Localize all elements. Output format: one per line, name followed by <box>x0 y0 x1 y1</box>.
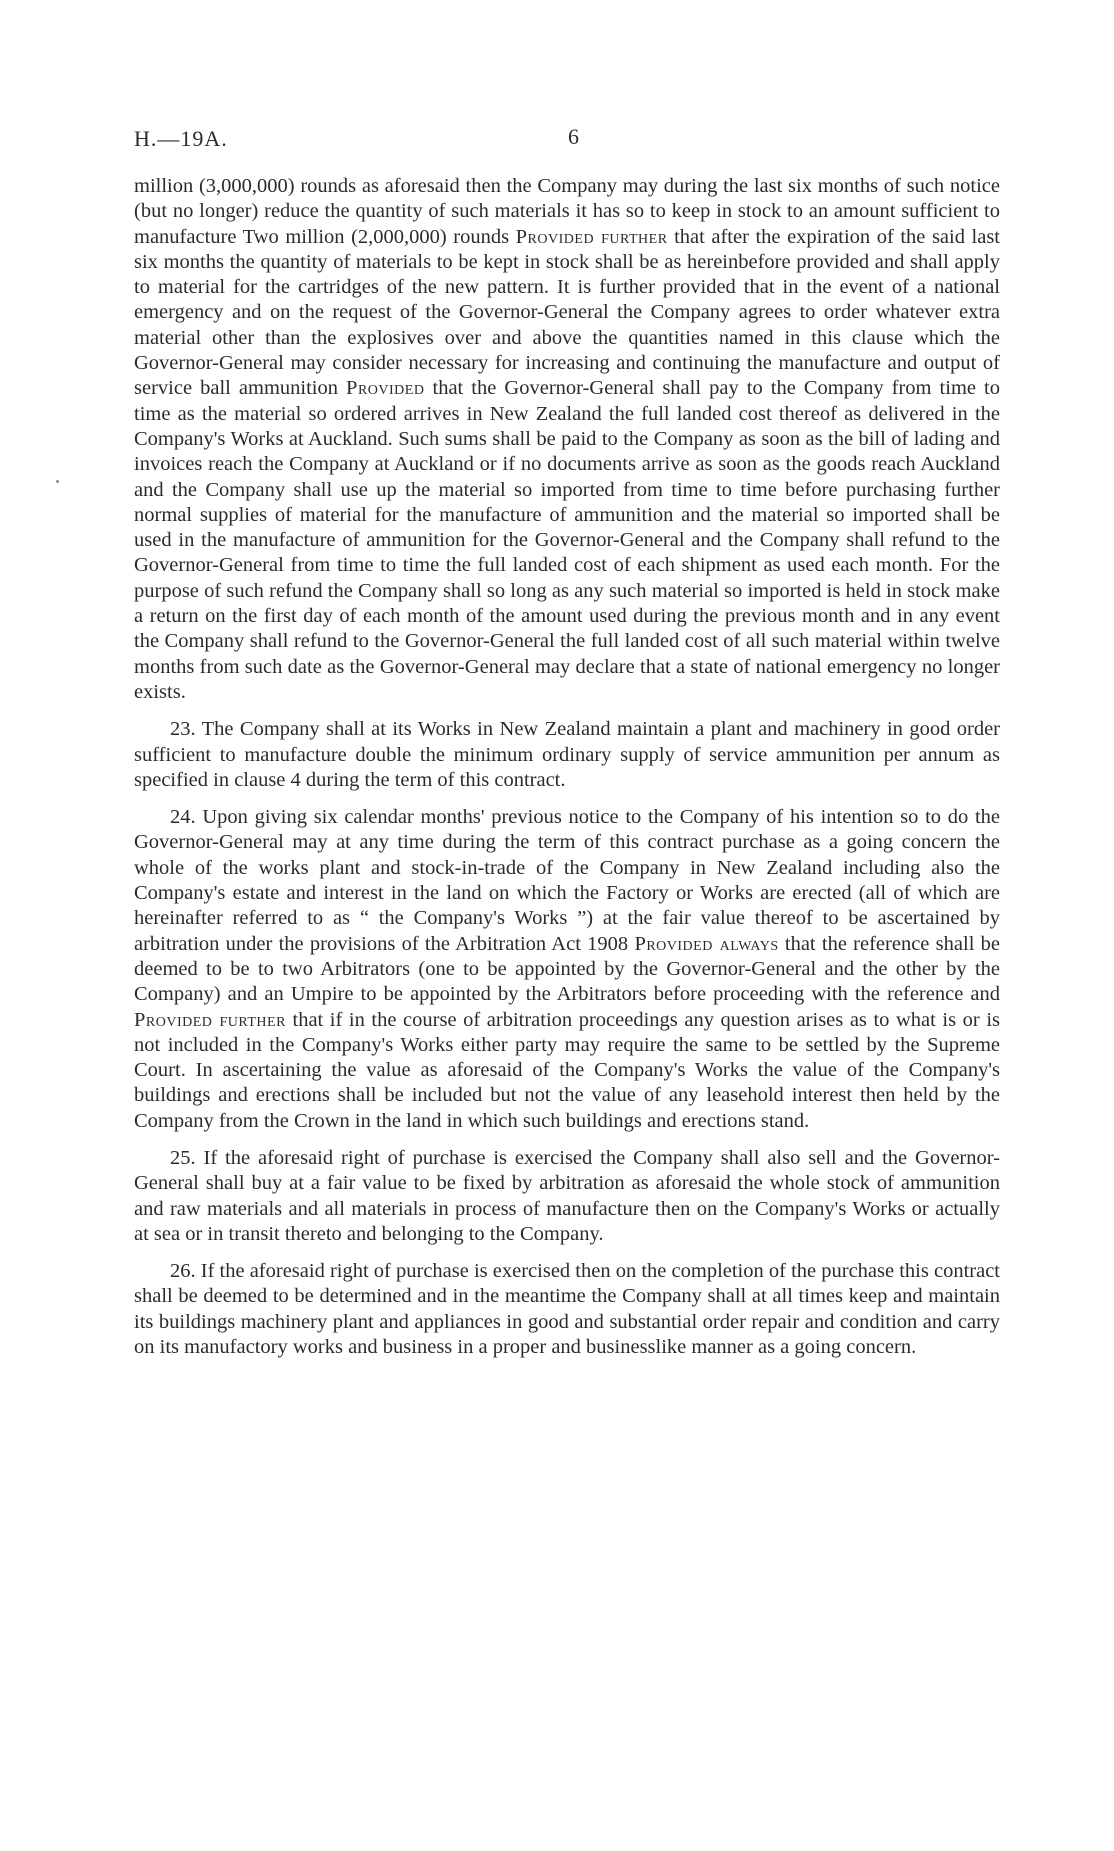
text-run: 25. If the aforesaid right of purchase is exercised the Company shall also sell and the Governor-General shall buy at a fair value to be fixed by arbitration as aforesaid the whole stock of ammunition and raw materials and all materials in process of manufacture then on the Company's Works or actually at sea or in transit thereto and belonging to the Company. <box>134 1146 1000 1245</box>
page-number: 6 <box>568 124 579 149</box>
text-run: that the Governor-General shall pay to the Company from time to time as the material so ordered arrives in New Zealand the full landed cost thereof as delivered in the Company's Works at Auckland. Such sums shall be paid to the Company as soon as the bill of lading and invoices reach the Company at Auckland or if no documents arrive as soon as the goods reach Auckland and the Company shall use up the material so imported from time to time before purchasing further normal supplies of material for the manufacture of ammunition and the material so imported shall be used in the manufacture of ammunition for the Governor-General and the Company shall refund to the Governor-General from time to time the full landed cost of each shipment as used each month. For the purpose of such refund the Company shall so long as any such material so imported is held in stock make a return on the first day of each month of the amount used during the previous month and in any event the Company shall refund to the Governor-General the full landed cost of all such material within twelve months from such date as the Governor-General may declare that a state of national emergency no longer exists. <box>134 377 1000 703</box>
provided-further-term: Provided further <box>515 225 668 248</box>
text-run: 24. Upon giving six calendar months' previous notice to the Company of his intention so to do the Governor-General may at any time during the term of this contract purchase as a going concern the whole of the works plant and stock-in-trade of the Company in New Zealand including also the Company's estate and interest in the land on which the Factory or Works are erected (all of which are hereinafter referred to as “ the Company's Works ”) at the fair value thereof to be ascertained by arbitration under the provisions of the Arbitration Act 1908 <box>134 806 1000 955</box>
clause-23 <box>134 717 1000 793</box>
text-run: 26. If the aforesaid right of purchase is exercised then on the completion of the purchase this contract shall be deemed to be determined and in the meantime the Company shall at all times keep and maintain its buildings machinery plant and appliances in good and substantial order repair and condition and carry on its manufactory works and business in a proper and businesslike manner as a going concern. <box>134 1260 1000 1359</box>
clause-25 <box>134 1146 1000 1247</box>
document-body <box>134 174 1000 1372</box>
provided-further-term: Provided further <box>134 1008 286 1031</box>
paragraph-continuation <box>134 174 1000 705</box>
text-run: million (3,000,000) rounds as aforesaid then the Company may during the last six months of such notice (but no longer) reduce the quantity of such materials it has so to keep in stock to an amount sufficient to manufacture Two million (2,000,000) rounds <box>134 175 1000 248</box>
provided-always-term: Provided always <box>634 932 779 955</box>
text-run: that if in the course of arbitration proceedings any question arises as to what is or is not included in the Company's Works either party may require the same to be settled by the Supreme Court. In ascertaining the value as aforesaid of the Company's Works the value of the Company's buildings and erections shall be included but not the value of any leasehold interest then held by the Company from the Crown in the land in which such buildings and erections stand. <box>134 1008 1000 1132</box>
text-run: that the reference shall be deemed to be to two Arbitrators (one to be appointed by the Governor-General and the other by the Company) and an Umpire to be appointed by the Arbitrators before proceeding with the reference and <box>134 932 1000 1006</box>
document-reference: H.—19A. <box>134 126 228 151</box>
clause-24 <box>134 805 1000 1134</box>
text-run: 23. The Company shall at its Works in New Zealand maintain a plant and machinery in good order sufficient to manufacture double the minimum ordinary supply of service ammunition per annum as specified in clause 4 during the term of this contract. <box>134 718 1000 791</box>
provided-term: Provided <box>346 377 425 400</box>
clause-26 <box>134 1259 1000 1360</box>
scan-speck <box>56 480 59 483</box>
text-run: that after the expiration of the said last six months the quantity of materials to be kept in stock shall be as hereinbefore provided and shall apply to material for the cartridges of the new pattern. It is further provided that in the event of a national emergency and on the request of the Governor-General the Company agrees to order whatever extra material other than the explosives over and above the quantities named in this clause which the Governor-General may consider necessary for increasing and continuing the manufacture and output of service ball ammunition <box>134 225 1000 400</box>
